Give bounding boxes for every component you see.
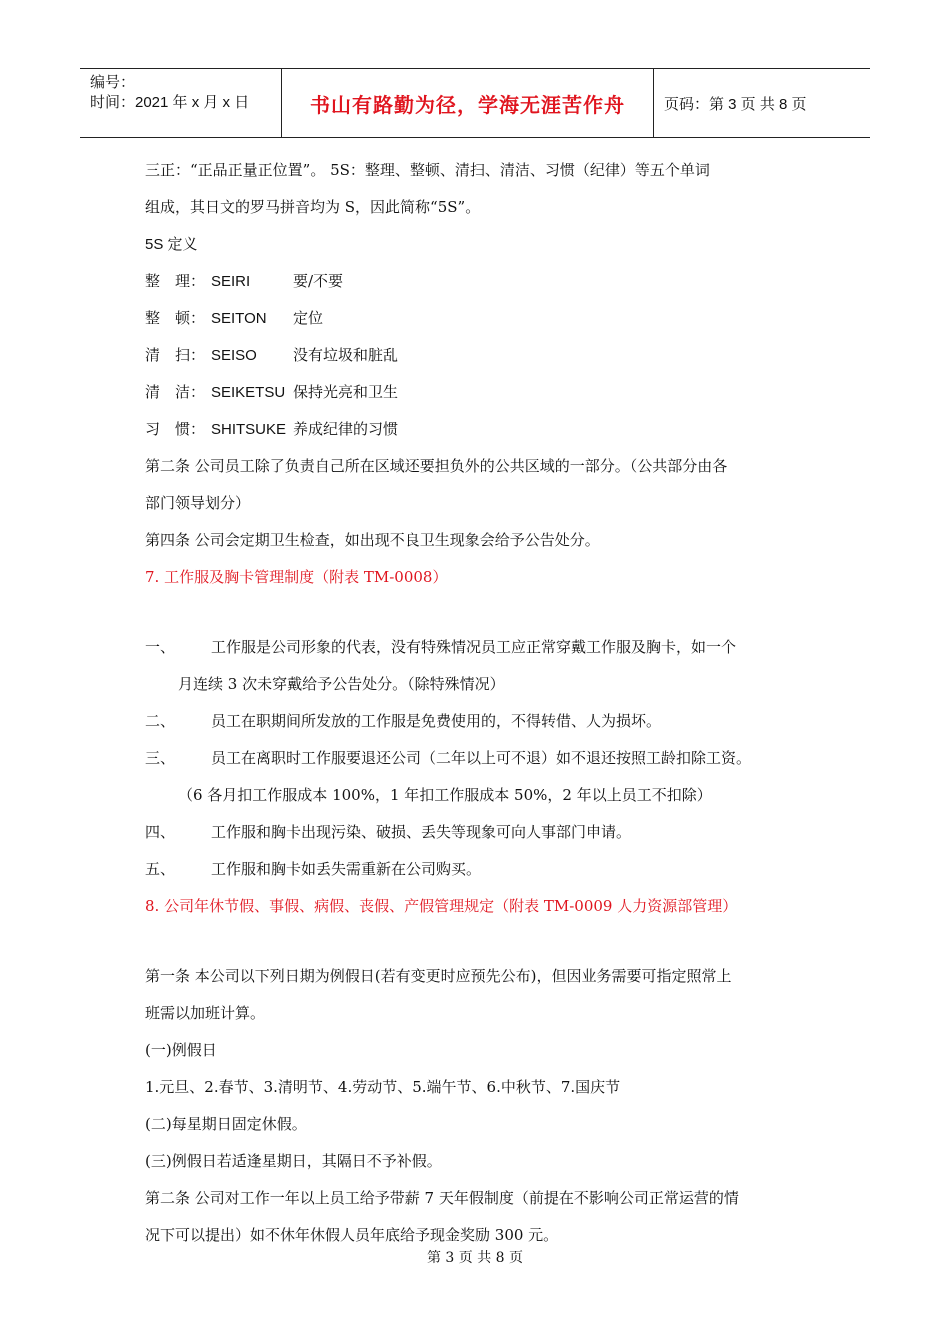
list-item-text: 员工在离职时工作服要退还公司（二年以上可不退）如不退还按照工龄扣除工资。 — [211, 749, 752, 767]
paragraph-line: 组成，其日文的罗马拼音均为 S，因此简称“5S”。 — [145, 198, 481, 216]
article-line: 第四条 公司会定期卫生检查，如出现不良卫生现象会给予公告处分。 — [145, 531, 600, 549]
definition-desc: 定位 — [293, 309, 324, 327]
holiday-list: 1.元旦、2.春节、3.清明节、4.劳动节、5.端午节、6.中秋节、7.国庆节 — [145, 1078, 621, 1096]
document-number-label: 编号： — [90, 74, 136, 91]
header-page-info: 页码：第 3 页 共 8 页 — [664, 95, 807, 113]
definition-term: SEISO — [211, 347, 257, 364]
list-item-number: 二、 — [145, 712, 176, 730]
article-line: 部门领导划分） — [145, 494, 251, 512]
definition-row — [145, 263, 825, 300]
definition-desc: 要/不要 — [293, 272, 344, 290]
definition-term: SEIKETSU — [211, 384, 286, 401]
definition-label: 清 扫： — [145, 346, 206, 364]
definition-term: SEITON — [211, 310, 267, 327]
definition-row — [145, 300, 825, 337]
holiday-rule: (三)例假日若适逢星期日，其隔日不予补假。 — [145, 1152, 442, 1170]
list-item-number: 一、 — [145, 638, 176, 656]
article-line: 第二条 公司对工作一年以上员工给予带薪 7 天年假制度（前提在不影响公司正常运营的情 — [145, 1189, 739, 1207]
article-line: 第一条 本公司以下列日期为例假日(若有变更时应预先公布)，但因业务需要可指定照常上 — [145, 967, 732, 985]
definition-term: SHITSUKE — [211, 421, 287, 438]
list-item-text: 工作服和胸卡出现污染、破损、丢失等现象可向人事部门申请。 — [211, 823, 632, 841]
section-8-title: 8. 公司年休节假、事假、病假、丧假、产假管理规定（附表 TM-0009 人力资源部管理） — [145, 897, 738, 915]
article-line: 况下可以提出）如不休年休假人员年底给予现金奖励 300 元。 — [145, 1226, 559, 1244]
definition-row — [145, 411, 825, 448]
page-footer: 第 3 页 共 8 页 — [426, 1250, 524, 1266]
document-date: 时间：2021 年 x 月 x 日 — [90, 94, 250, 111]
header-motto: 书山有路勤为径，学海无涯苦作舟 — [310, 92, 625, 117]
definition-term: SEIRI — [211, 273, 251, 290]
holiday-heading: (一)例假日 — [145, 1041, 217, 1059]
list-item — [145, 703, 825, 740]
list-item-text: 员工在职期间所发放的工作服是免费使用的，不得转借、人为损坏。 — [211, 712, 662, 730]
definition-label: 整 顿： — [145, 309, 206, 327]
page-header — [80, 68, 870, 138]
list-item-text: 工作服和胸卡如丢失需重新在公司购买。 — [211, 860, 482, 878]
list-item — [145, 740, 825, 777]
list-item — [145, 629, 825, 666]
definition-desc: 养成纪律的习惯 — [293, 420, 399, 438]
paragraph-line: 三正：“正品正量正位置”。 5S：整理、整顿、清扫、清洁、习惯（纪律）等五个单词 — [145, 161, 710, 179]
list-item-continuation: （6 各月扣工作服成本 100%，1 年扣工作服成本 50%，2 年以上员工不扣除） — [178, 786, 712, 804]
spacer — [145, 925, 825, 958]
document-body — [145, 152, 825, 1254]
holiday-rule: (二)每星期日固定休假。 — [145, 1115, 307, 1133]
list-item-number: 三、 — [145, 749, 176, 767]
article-line: 班需以加班计算。 — [145, 1004, 266, 1022]
list-item-number: 四、 — [145, 823, 176, 841]
list-item-continuation: 月连续 3 次未穿戴给予公告处分。（除特殊情况） — [178, 675, 505, 693]
list-item — [145, 851, 825, 888]
list-item-text: 工作服是公司形象的代表，没有特殊情况员工应正常穿戴工作服及胸卡，如一个 — [211, 638, 737, 656]
header-page-cell — [654, 69, 870, 137]
article-line: 第二条 公司员工除了负责自己所在区域还要担负外的公共区域的一部分。（公共部分由各 — [145, 457, 728, 475]
definition-label: 习 惯： — [145, 420, 206, 438]
definition-desc: 保持光亮和卫生 — [293, 383, 399, 401]
section-heading: 5S 定义 — [145, 236, 198, 253]
spacer — [145, 596, 825, 629]
section-7-title: 7. 工作服及胸卡管理制度（附表 TM-0008） — [145, 568, 448, 586]
definition-row — [145, 337, 825, 374]
list-item-number: 五、 — [145, 860, 176, 878]
header-left-cell — [80, 69, 282, 137]
definition-row — [145, 374, 825, 411]
definition-desc: 没有垃圾和脏乱 — [293, 346, 399, 364]
definition-label: 清 洁： — [145, 383, 206, 401]
list-item — [145, 814, 825, 851]
definition-label: 整 理： — [145, 272, 206, 290]
header-motto-cell — [282, 69, 654, 137]
